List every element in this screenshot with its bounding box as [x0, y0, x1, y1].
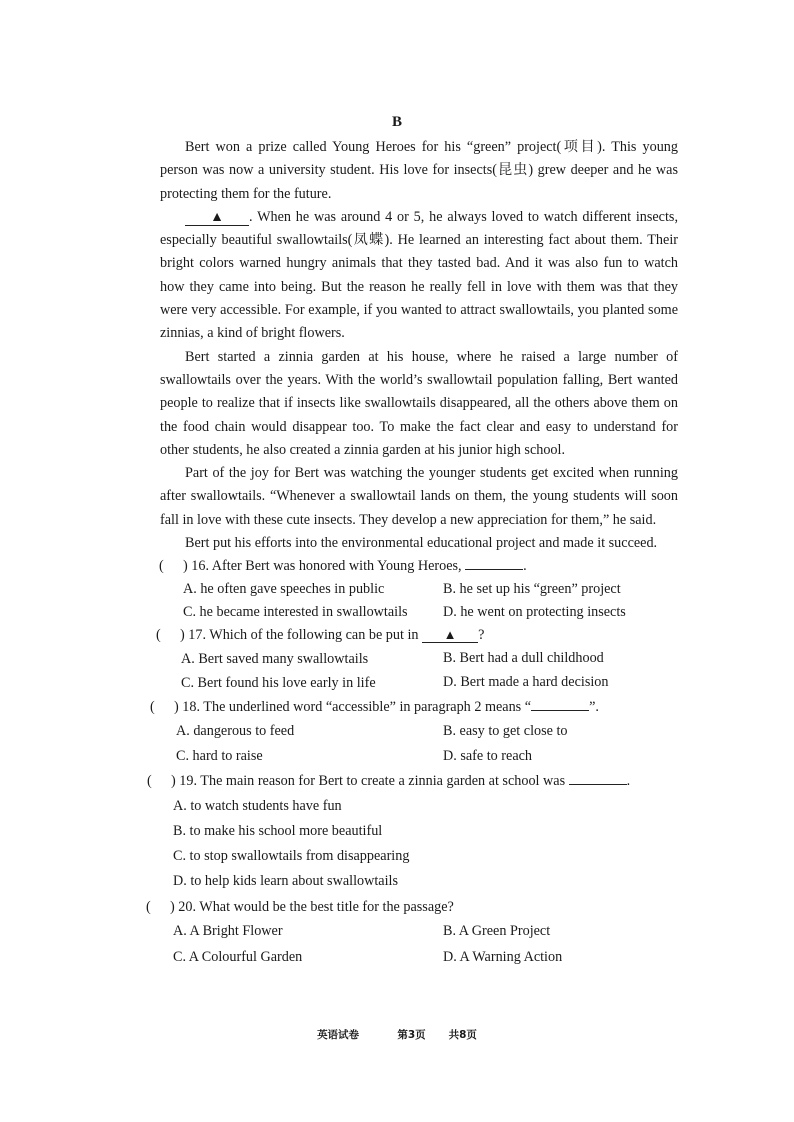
answer-bracket: (: [147, 773, 152, 789]
option-16b: B. he set up his “green” project: [443, 581, 621, 597]
answer-bracket: (: [156, 627, 161, 643]
paragraph-1: Bert won a prize called Young Heroes for his “green” project(项目). This young person was now a university student. His love for insects(昆虫) grew deeper and he was protecting them for the future.: [160, 139, 678, 202]
option-16c: C. he became interested in swallowtails: [183, 604, 408, 620]
question-19: ( ) 19. The main reason for Bert to create a zinnia garden at school was .: [147, 773, 631, 789]
triangle-blank: ▲: [422, 628, 478, 643]
question-stem: 19. The main reason for Bert to create a zinnia garden at school was: [179, 773, 566, 789]
question-stem: 16. After Bert was honored with Young Heroes,: [191, 558, 462, 574]
answer-bracket: (: [146, 899, 151, 915]
answer-bracket: (: [159, 558, 164, 574]
option-17d: D. Bert made a hard decision: [443, 674, 609, 690]
option-19c: C. to stop swallowtails from disappearing: [173, 848, 410, 864]
option-19b: B. to make his school more beautiful: [173, 823, 383, 839]
question-17: ( ) 17. Which of the following can be put in ▲ ?: [156, 627, 485, 643]
footer-subject: 英语试卷: [317, 1029, 360, 1041]
option-20a: A. A Bright Flower: [173, 923, 283, 939]
option-17a: A. Bert saved many swallowtails: [181, 651, 369, 667]
paragraph-2: [160, 206, 678, 346]
section-heading: B: [391, 114, 402, 130]
blank-marker: ▲: [185, 211, 249, 226]
answer-bracket: (: [150, 699, 155, 715]
answer-blank: [569, 772, 627, 785]
option-20c: C. A Colourful Garden: [173, 949, 303, 965]
option-17c: C. Bert found his love early in life: [181, 675, 376, 691]
option-19a: A. to watch students have fun: [173, 798, 342, 814]
footer-total-pages: 共8页: [448, 1029, 477, 1041]
option-17b: B. Bert had a dull childhood: [443, 650, 604, 666]
reading-passage: [160, 136, 678, 555]
paragraph-5: Bert put his efforts into the environmental educational project and made it succeed.: [185, 535, 658, 552]
option-20d: D. A Warning Action: [443, 949, 563, 965]
answer-blank: [465, 557, 523, 570]
question-stem: 20. What would be the best title for the passage?: [178, 899, 454, 915]
question-16: ( ) 16. After Bert was honored with Young Heroes, .: [159, 558, 527, 574]
option-18c: C. hard to raise: [176, 748, 263, 764]
option-20b: B. A Green Project: [443, 923, 551, 939]
option-18b: B. easy to get close to: [443, 723, 568, 739]
question-stem: 18. The underlined word “accessible” in paragraph 2 means “: [182, 699, 532, 715]
question-20: ( ) 20. What would be the best title for the passage?: [146, 899, 454, 915]
option-19d: D. to help kids learn about swallowtails: [173, 873, 398, 889]
paragraph-2-text: . When he was around 4 or 5, he always loved to watch different insects, especially beautiful swallowtails(凤蝶). He learned an interesting fact about them. Their bright colors warned hungry animals that they tasted bad. And it was also fun to watch how they came into being. But the reason he really fell in love with them was that they were very accessible. For example, if you wanted to attract swallowtails, you planted some zinnias, a kind of bright flowers.: [160, 208, 678, 342]
option-18a: A. dangerous to feed: [176, 723, 295, 739]
option-18d: D. safe to reach: [443, 748, 533, 764]
question-stem: 17. Which of the following can be put in: [188, 627, 419, 643]
paragraph-3: Bert started a zinnia garden at his house, where he raised a large number of swallowtails over the years. With the world’s swallowtail population falling, Bert wanted people to realize that if insects like swallowtails disappeared, all the others above them on the food chain would disappear too. To make the fact clear and easy to understand for other students, he also created a zinnia garden at his junior high school.: [160, 348, 678, 458]
option-16a: A. he often gave speeches in public: [183, 581, 385, 597]
answer-blank: [531, 698, 589, 711]
question-18: ( ) 18. The underlined word “accessible” in paragraph 2 means “ ”.: [150, 699, 599, 715]
paragraph-4: Part of the joy for Bert was watching the younger students get excited when running after swallowtails. “Whenever a swallowtail lands on them, the young students will soon fall in love with these cute insects. They develop a new appreciation for them,” he said.: [160, 465, 678, 528]
page-footer: [0, 1027, 794, 1042]
option-16d: D. he went on protecting insects: [443, 604, 626, 620]
footer-page-number: 第3页: [397, 1029, 426, 1041]
